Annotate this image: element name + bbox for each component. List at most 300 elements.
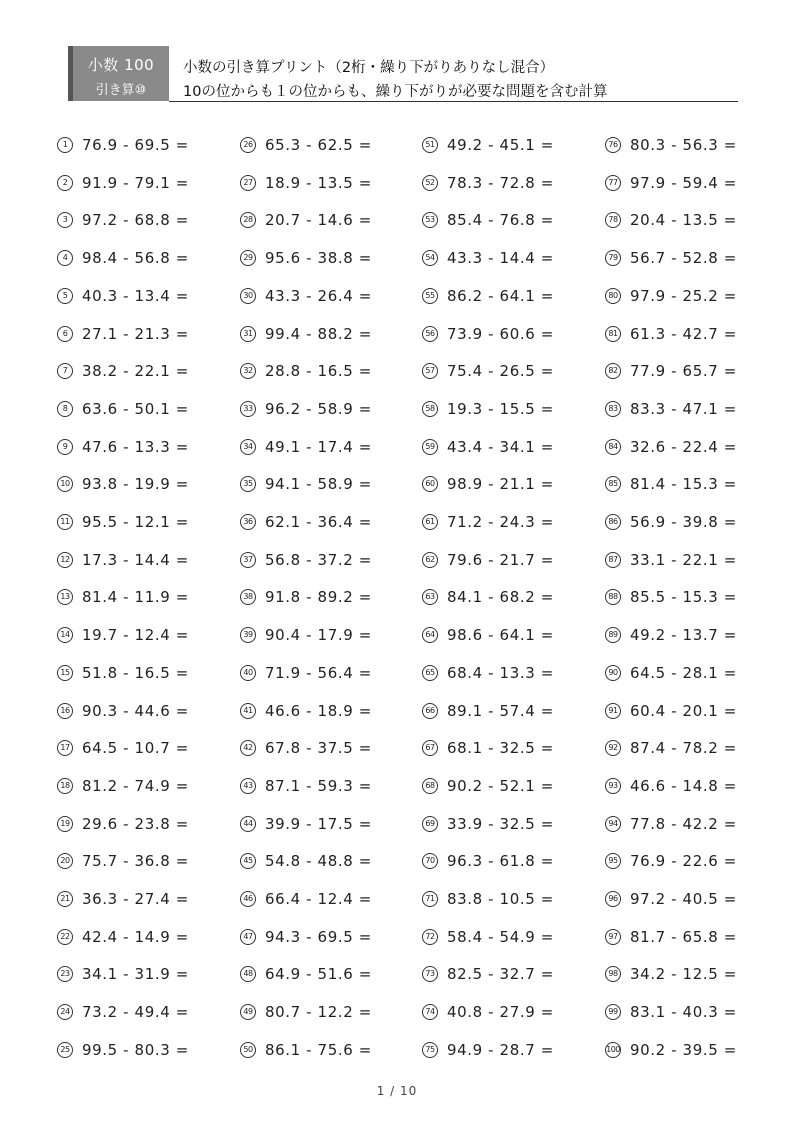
problem-expression: 90.2 - 52.1 = [447, 776, 554, 795]
problem-expression: 58.4 - 54.9 = [447, 927, 554, 946]
worksheet-title: 小数の引き算プリント（2桁・繰り下がりありなし混合） [183, 60, 555, 76]
problem-item [422, 324, 554, 344]
problem-number: 88 [605, 589, 621, 605]
problem-expression: 81.7 - 65.8 = [630, 927, 737, 946]
problem-expression: 83.3 - 47.1 = [630, 399, 737, 418]
problem-item [57, 399, 189, 419]
problem-expression: 94.9 - 28.7 = [447, 1040, 554, 1059]
problem-number: 94 [605, 816, 621, 832]
problem-expression: 85.4 - 76.8 = [447, 211, 554, 230]
problem-item [422, 437, 554, 457]
problem-number: 66 [422, 703, 438, 719]
problem-expression: 73.2 - 49.4 = [82, 1003, 189, 1022]
problem-number: 49 [240, 1004, 256, 1020]
problem-number: 48 [240, 966, 256, 982]
problem-item [422, 1040, 554, 1060]
problem-expression: 73.9 - 60.6 = [447, 324, 554, 343]
problem-expression: 86.1 - 75.6 = [265, 1040, 372, 1059]
problem-item [57, 1040, 189, 1060]
problem-number: 30 [240, 288, 256, 304]
problem-number: 85 [605, 476, 621, 492]
problem-expression: 18.9 - 13.5 = [265, 173, 372, 192]
problem-number: 92 [605, 740, 621, 756]
problem-expression: 79.6 - 21.7 = [447, 550, 554, 569]
problem-item [57, 474, 189, 494]
problem-number: 22 [57, 929, 73, 945]
problem-item [240, 361, 372, 381]
problem-expression: 96.2 - 58.9 = [265, 399, 372, 418]
problem-number: 72 [422, 929, 438, 945]
problem-item [57, 550, 189, 570]
problem-item [605, 814, 737, 834]
problem-number: 70 [422, 853, 438, 869]
problem-number: 42 [240, 740, 256, 756]
problem-item [57, 587, 189, 607]
problem-item [422, 399, 554, 419]
problem-expression: 83.1 - 40.3 = [630, 1003, 737, 1022]
problem-expression: 71.2 - 24.3 = [447, 513, 554, 531]
problem-expression: 34.2 - 12.5 = [630, 965, 737, 984]
problem-number: 7 [57, 363, 73, 379]
problem-expression: 87.1 - 59.3 = [265, 776, 372, 795]
problem-number: 23 [57, 966, 73, 982]
problem-number: 77 [605, 175, 621, 191]
problem-number: 38 [240, 589, 256, 605]
problem-item [57, 1002, 189, 1022]
problem-number: 15 [57, 665, 73, 681]
problem-item [605, 625, 737, 645]
problem-expression: 38.2 - 22.1 = [82, 362, 189, 381]
problem-expression: 28.8 - 16.5 = [265, 362, 372, 381]
problem-item [240, 587, 372, 607]
badge-title: 小数 100 [87, 56, 155, 74]
problem-number: 90 [605, 665, 621, 681]
problem-number: 61 [422, 514, 438, 530]
problem-item [605, 437, 737, 457]
problem-item [422, 814, 554, 834]
problem-number: 91 [605, 703, 621, 719]
problem-item [57, 851, 189, 871]
problem-expression: 84.1 - 68.2 = [447, 588, 554, 607]
problem-expression: 76.9 - 69.5 = [82, 136, 189, 154]
problem-expression: 19.3 - 15.5 = [447, 399, 554, 418]
problem-expression: 77.9 - 65.7 = [630, 362, 737, 381]
problem-number: 67 [422, 740, 438, 756]
problem-expression: 51.8 - 16.5 = [82, 663, 189, 682]
problem-expression: 98.6 - 64.1 = [447, 626, 554, 645]
problem-number: 96 [605, 891, 621, 907]
problem-item [57, 701, 189, 721]
problem-expression: 19.7 - 12.4 = [82, 626, 189, 645]
problem-expression: 94.3 - 69.5 = [265, 927, 372, 946]
problem-expression: 85.5 - 15.3 = [630, 588, 737, 607]
problem-item [605, 512, 737, 532]
problem-item [240, 738, 372, 758]
problem-item [422, 361, 554, 381]
problem-item [422, 512, 554, 532]
problem-expression: 99.5 - 80.3 = [82, 1040, 189, 1059]
problem-item [605, 927, 737, 947]
problem-item [422, 927, 554, 947]
problem-expression: 60.4 - 20.1 = [630, 701, 737, 720]
problem-item [605, 1040, 737, 1060]
problem-item [240, 135, 372, 155]
problem-expression: 97.2 - 68.8 = [82, 211, 189, 230]
problem-number: 9 [57, 439, 73, 455]
problem-item [605, 1002, 737, 1022]
problem-item [57, 437, 189, 457]
problem-number: 80 [605, 288, 621, 304]
problem-number: 52 [422, 175, 438, 191]
problem-expression: 94.1 - 58.9 = [265, 475, 372, 494]
problem-item [240, 474, 372, 494]
problem-expression: 97.9 - 59.4 = [630, 173, 737, 192]
problem-number: 29 [240, 250, 256, 266]
problem-item [240, 512, 372, 532]
problem-expression: 78.3 - 72.8 = [447, 173, 554, 192]
problem-number: 81 [605, 326, 621, 342]
problem-item [422, 474, 554, 494]
problem-expression: 81.4 - 11.9 = [82, 588, 189, 607]
problem-expression: 77.8 - 42.2 = [630, 814, 737, 833]
problem-number: 95 [605, 853, 621, 869]
problem-expression: 17.3 - 14.4 = [82, 550, 189, 569]
problem-item [605, 135, 737, 155]
problem-expression: 90.2 - 39.5 = [630, 1040, 737, 1059]
problem-number: 44 [240, 816, 256, 832]
problem-item [422, 550, 554, 570]
problem-number: 76 [605, 137, 621, 153]
problem-number: 47 [240, 929, 256, 945]
problem-number: 83 [605, 401, 621, 417]
problem-number: 21 [57, 891, 73, 907]
problem-item [240, 324, 372, 344]
problem-expression: 75.7 - 36.8 = [82, 852, 189, 871]
problem-expression: 49.2 - 45.1 = [447, 136, 554, 154]
problem-number: 5 [57, 288, 73, 304]
problem-expression: 80.3 - 56.3 = [630, 136, 737, 154]
problem-number: 54 [422, 250, 438, 266]
problem-number: 2 [57, 175, 73, 191]
problem-number: 69 [422, 816, 438, 832]
problem-item [605, 550, 737, 570]
problem-expression: 89.1 - 57.4 = [447, 701, 554, 720]
problem-number: 84 [605, 439, 621, 455]
problem-expression: 20.4 - 13.5 = [630, 211, 737, 230]
problem-number: 64 [422, 627, 438, 643]
problem-expression: 61.3 - 42.7 = [630, 324, 737, 343]
problem-expression: 32.6 - 22.4 = [630, 437, 737, 456]
problem-number: 75 [422, 1042, 438, 1058]
problem-expression: 43.3 - 14.4 = [447, 249, 554, 268]
problem-number: 6 [57, 326, 73, 342]
problem-item [422, 851, 554, 871]
problem-expression: 56.7 - 52.8 = [630, 249, 737, 268]
problem-number: 68 [422, 778, 438, 794]
problem-item [57, 173, 189, 193]
problem-item [605, 587, 737, 607]
problem-item [240, 437, 372, 457]
problem-item [605, 964, 737, 984]
problem-number: 13 [57, 589, 73, 605]
problem-item [605, 286, 737, 306]
problem-number: 27 [240, 175, 256, 191]
problem-item [605, 889, 737, 909]
problem-item [57, 210, 189, 230]
problem-number: 32 [240, 363, 256, 379]
problem-expression: 86.2 - 64.1 = [447, 286, 554, 305]
problem-number: 37 [240, 552, 256, 568]
problem-number: 16 [57, 703, 73, 719]
problem-item [240, 701, 372, 721]
problem-expression: 39.9 - 17.5 = [265, 814, 372, 833]
problem-number: 97 [605, 929, 621, 945]
problem-number: 62 [422, 552, 438, 568]
problem-item [422, 173, 554, 193]
problem-number: 71 [422, 891, 438, 907]
problem-expression: 93.8 - 19.9 = [82, 475, 189, 494]
problem-number: 56 [422, 326, 438, 342]
problem-number: 46 [240, 891, 256, 907]
problem-item [57, 814, 189, 834]
problem-item [605, 776, 737, 796]
problem-number: 89 [605, 627, 621, 643]
problem-number: 82 [605, 363, 621, 379]
problem-number: 3 [57, 212, 73, 228]
problem-item [57, 964, 189, 984]
problem-expression: 64.5 - 28.1 = [630, 663, 737, 682]
problem-number: 1 [57, 137, 73, 153]
problem-expression: 98.4 - 56.8 = [82, 249, 189, 268]
problem-expression: 82.5 - 32.7 = [447, 965, 554, 984]
problem-item [57, 248, 189, 268]
problem-expression: 97.2 - 40.5 = [630, 890, 737, 908]
problem-number: 4 [57, 250, 73, 266]
problem-item [422, 286, 554, 306]
problem-expression: 68.4 - 13.3 = [447, 663, 554, 682]
problem-item [422, 738, 554, 758]
problem-number: 87 [605, 552, 621, 568]
problem-number: 43 [240, 778, 256, 794]
problem-item [57, 324, 189, 344]
problem-expression: 20.7 - 14.6 = [265, 211, 372, 230]
problem-item [422, 889, 554, 909]
page-number: 1 / 10 [376, 1084, 418, 1098]
problem-number: 11 [57, 514, 73, 530]
problem-expression: 36.3 - 27.4 = [82, 890, 189, 908]
problem-expression: 62.1 - 36.4 = [265, 513, 372, 531]
problem-number: 65 [422, 665, 438, 681]
problem-expression: 75.4 - 26.5 = [447, 362, 554, 381]
problem-number: 31 [240, 326, 256, 342]
problem-item [605, 324, 737, 344]
problem-item [57, 663, 189, 683]
problem-expression: 33.9 - 32.5 = [447, 814, 554, 833]
problem-number: 93 [605, 778, 621, 794]
problem-expression: 65.3 - 62.5 = [265, 136, 372, 154]
problem-item [57, 776, 189, 796]
problem-item [240, 248, 372, 268]
problem-item [422, 663, 554, 683]
problem-expression: 71.9 - 56.4 = [265, 663, 372, 682]
problem-item [422, 248, 554, 268]
problem-item [57, 927, 189, 947]
problem-expression: 56.8 - 37.2 = [265, 550, 372, 569]
problem-number: 41 [240, 703, 256, 719]
problem-number: 34 [240, 439, 256, 455]
worksheet-subtitle: 10の位からも１の位からも、繰り下がりが必要な問題を含む計算 [183, 84, 608, 100]
problem-expression: 42.4 - 14.9 = [82, 927, 189, 946]
problem-number: 53 [422, 212, 438, 228]
problem-expression: 64.5 - 10.7 = [82, 739, 189, 758]
problem-expression: 34.1 - 31.9 = [82, 965, 189, 984]
problem-item [605, 210, 737, 230]
problem-expression: 80.7 - 12.2 = [265, 1003, 372, 1022]
problem-expression: 49.2 - 13.7 = [630, 626, 737, 645]
problem-number: 86 [605, 514, 621, 530]
problem-expression: 46.6 - 14.8 = [630, 776, 737, 795]
problem-item [240, 399, 372, 419]
problem-item [422, 701, 554, 721]
problem-expression: 97.9 - 25.2 = [630, 286, 737, 305]
problem-item [422, 1002, 554, 1022]
problem-item [240, 173, 372, 193]
problem-number: 18 [57, 778, 73, 794]
problem-number: 73 [422, 966, 438, 982]
problem-number: 28 [240, 212, 256, 228]
problem-item [422, 776, 554, 796]
problem-expression: 29.6 - 23.8 = [82, 814, 189, 833]
problem-item [240, 964, 372, 984]
problem-number: 35 [240, 476, 256, 492]
problem-expression: 64.9 - 51.6 = [265, 965, 372, 984]
problem-item [605, 173, 737, 193]
problem-item [57, 738, 189, 758]
problem-item [240, 663, 372, 683]
problem-item [240, 851, 372, 871]
problem-number: 99 [605, 1004, 621, 1020]
problem-expression: 83.8 - 10.5 = [447, 890, 554, 908]
problem-expression: 91.8 - 89.2 = [265, 588, 372, 607]
problem-item [605, 361, 737, 381]
problem-item [57, 361, 189, 381]
problem-item [422, 135, 554, 155]
problem-number: 63 [422, 589, 438, 605]
problem-item [57, 625, 189, 645]
problem-item [57, 286, 189, 306]
problem-item [605, 663, 737, 683]
problem-item [240, 625, 372, 645]
problem-expression: 67.8 - 37.5 = [265, 739, 372, 758]
problem-expression: 96.3 - 61.8 = [447, 852, 554, 871]
problem-number: 78 [605, 212, 621, 228]
problem-item [422, 625, 554, 645]
problem-expression: 81.2 - 74.9 = [82, 776, 189, 795]
problem-number: 57 [422, 363, 438, 379]
problem-number: 100 [605, 1042, 621, 1058]
problem-number: 50 [240, 1042, 256, 1058]
problem-expression: 54.8 - 48.8 = [265, 852, 372, 871]
problem-expression: 90.3 - 44.6 = [82, 701, 189, 720]
problem-expression: 40.8 - 27.9 = [447, 1003, 554, 1022]
problem-item [605, 399, 737, 419]
problem-number: 19 [57, 816, 73, 832]
level-badge [68, 46, 169, 101]
problem-item [240, 776, 372, 796]
problem-item [240, 550, 372, 570]
problem-number: 98 [605, 966, 621, 982]
problem-number: 51 [422, 137, 438, 153]
problem-item [240, 210, 372, 230]
worksheet-header [68, 46, 738, 102]
header-divider [169, 101, 738, 102]
problem-number: 12 [57, 552, 73, 568]
problem-expression: 63.6 - 50.1 = [82, 399, 189, 418]
problem-number: 45 [240, 853, 256, 869]
problem-expression: 95.6 - 38.8 = [265, 249, 372, 268]
problem-expression: 33.1 - 22.1 = [630, 550, 737, 569]
problem-number: 40 [240, 665, 256, 681]
problem-item [605, 248, 737, 268]
problem-expression: 43.4 - 34.1 = [447, 437, 554, 456]
badge-subtitle: 引き算⑩ [95, 83, 147, 98]
problem-number: 55 [422, 288, 438, 304]
problem-number: 58 [422, 401, 438, 417]
problem-item [240, 1040, 372, 1060]
problem-expression: 87.4 - 78.2 = [630, 739, 737, 758]
problem-item [240, 927, 372, 947]
problem-number: 79 [605, 250, 621, 266]
problem-item [57, 512, 189, 532]
problem-expression: 27.1 - 21.3 = [82, 324, 189, 343]
problem-item [240, 1002, 372, 1022]
problem-item [57, 135, 189, 155]
problem-number: 33 [240, 401, 256, 417]
problem-expression: 98.9 - 21.1 = [447, 475, 554, 494]
problem-number: 59 [422, 439, 438, 455]
problem-expression: 91.9 - 79.1 = [82, 173, 189, 192]
problem-item [605, 474, 737, 494]
problem-expression: 76.9 - 22.6 = [630, 852, 737, 871]
problem-item [422, 964, 554, 984]
problem-expression: 46.6 - 18.9 = [265, 701, 372, 720]
problem-expression: 95.5 - 12.1 = [82, 513, 189, 531]
problem-expression: 40.3 - 13.4 = [82, 286, 189, 305]
problem-number: 24 [57, 1004, 73, 1020]
problem-expression: 43.3 - 26.4 = [265, 286, 372, 305]
problem-number: 20 [57, 853, 73, 869]
problem-item [240, 814, 372, 834]
problem-item [240, 286, 372, 306]
problem-expression: 47.6 - 13.3 = [82, 437, 189, 456]
problem-number: 74 [422, 1004, 438, 1020]
problem-number: 36 [240, 514, 256, 530]
problem-number: 26 [240, 137, 256, 153]
problem-expression: 81.4 - 15.3 = [630, 475, 737, 494]
problem-expression: 68.1 - 32.5 = [447, 739, 554, 758]
problem-number: 60 [422, 476, 438, 492]
problem-number: 14 [57, 627, 73, 643]
problem-expression: 66.4 - 12.4 = [265, 890, 372, 908]
problem-expression: 90.4 - 17.9 = [265, 626, 372, 645]
problem-number: 25 [57, 1042, 73, 1058]
problem-item [57, 889, 189, 909]
problem-item [422, 587, 554, 607]
problem-item [605, 738, 737, 758]
problem-expression: 99.4 - 88.2 = [265, 324, 372, 343]
problem-expression: 56.9 - 39.8 = [630, 513, 737, 531]
problem-item [605, 851, 737, 871]
